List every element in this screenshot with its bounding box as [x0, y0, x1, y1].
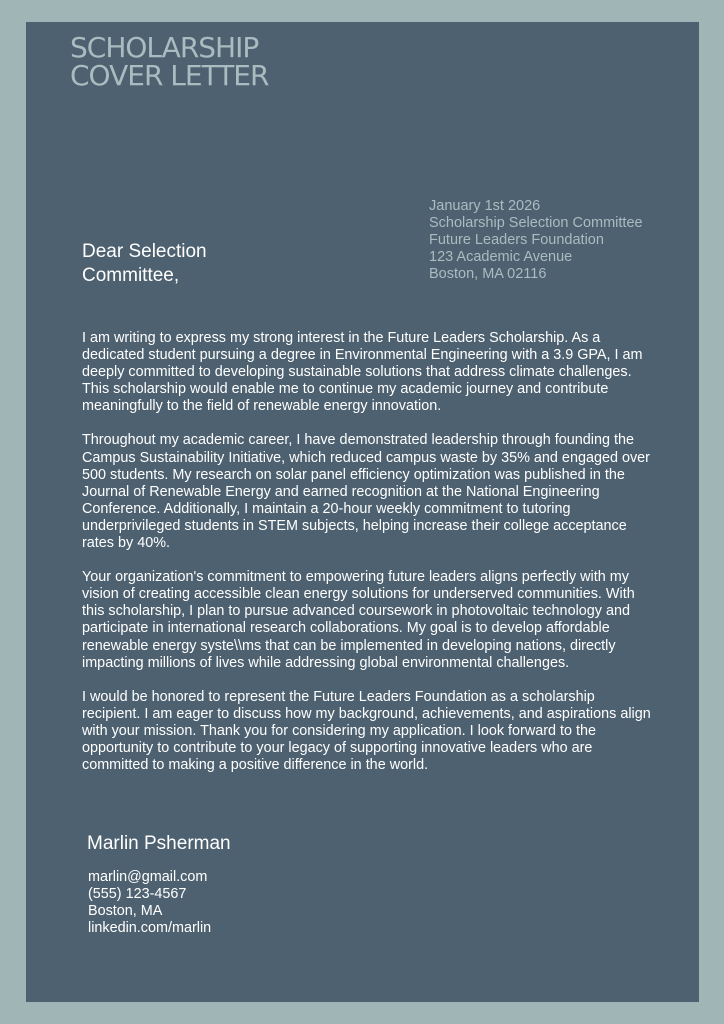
body-paragraph: Throughout my academic career, I have demonstrated leadership through founding the Campus Sustainability Initiative, which reduced campus waste by 35% and engaged over 500 students. My research on solar panel efficiency optimization was published in the Journal of Renewable Energy and earned recognition at the National Engineering Conference. Additionally, I maintain a 20-hour weekly commitment to tutoring underprivileged students in STEM subjects, helping increase their college acceptance rates by 40%. — [82, 432, 650, 552]
recipient-committee: Scholarship Selection Committee — [429, 215, 643, 231]
letter-page — [26, 22, 699, 1002]
recipient-organization: Future Leaders Foundation — [429, 232, 604, 248]
contact-location: Boston, MA — [88, 903, 163, 919]
recipient-street: 123 Academic Avenue — [429, 249, 573, 265]
recipient-city: Boston, MA 02116 — [429, 266, 547, 282]
letter-body — [82, 330, 652, 791]
document-title-line-2: COVER LETTER — [70, 59, 269, 92]
body-paragraph: I would be honored to represent the Future Leaders Foundation as a scholarship recipient. I am eager to discuss how my background, achievements, and aspirations align with your mission. Thank you for considering my application. I look forward to the opportunity to contribute to your legacy of supporting innovative leaders who are committed to making a positive difference in the world. — [82, 688, 651, 774]
salutation: Dear Selection Committee, — [82, 241, 207, 286]
contact-phone: (555) 123-4567 — [88, 886, 187, 902]
recipient-block — [429, 198, 643, 283]
signature-name: Marlin Psherman — [87, 833, 231, 854]
document-title-line-1: SCHOLARSHIP — [70, 31, 259, 64]
body-paragraph: Your organization's commitment to empowering future leaders aligns perfectly with my vision of creating accessible clean energy solutions for underserved communities. With this scholarship, I plan to pursue advanced coursework in photovoltaic technology and participate in international research collaborations. My goal is to develop affordable renewable energy syste\\ms that can be implemented in developing nations, directly impacting millions of lives while addressing global environmental challenges. — [82, 569, 635, 671]
letter-date: January 1st 2026 — [429, 198, 541, 214]
contact-email: marlin@gmail.com — [88, 869, 208, 885]
document-title — [70, 31, 269, 92]
contact-linkedin: linkedin.com/marlin — [88, 920, 212, 936]
contact-block — [88, 869, 211, 937]
body-paragraph: I am writing to express my strong interest in the Future Leaders Scholarship. As a dedicated student pursuing a degree in Environmental Engineering with a 3.9 GPA, I am deeply committed to developing sustainable solutions that address climate challenges. This scholarship would enable me to continue my academic journey and contribute meaningfully to the field of renewable energy innovation. — [82, 330, 643, 415]
